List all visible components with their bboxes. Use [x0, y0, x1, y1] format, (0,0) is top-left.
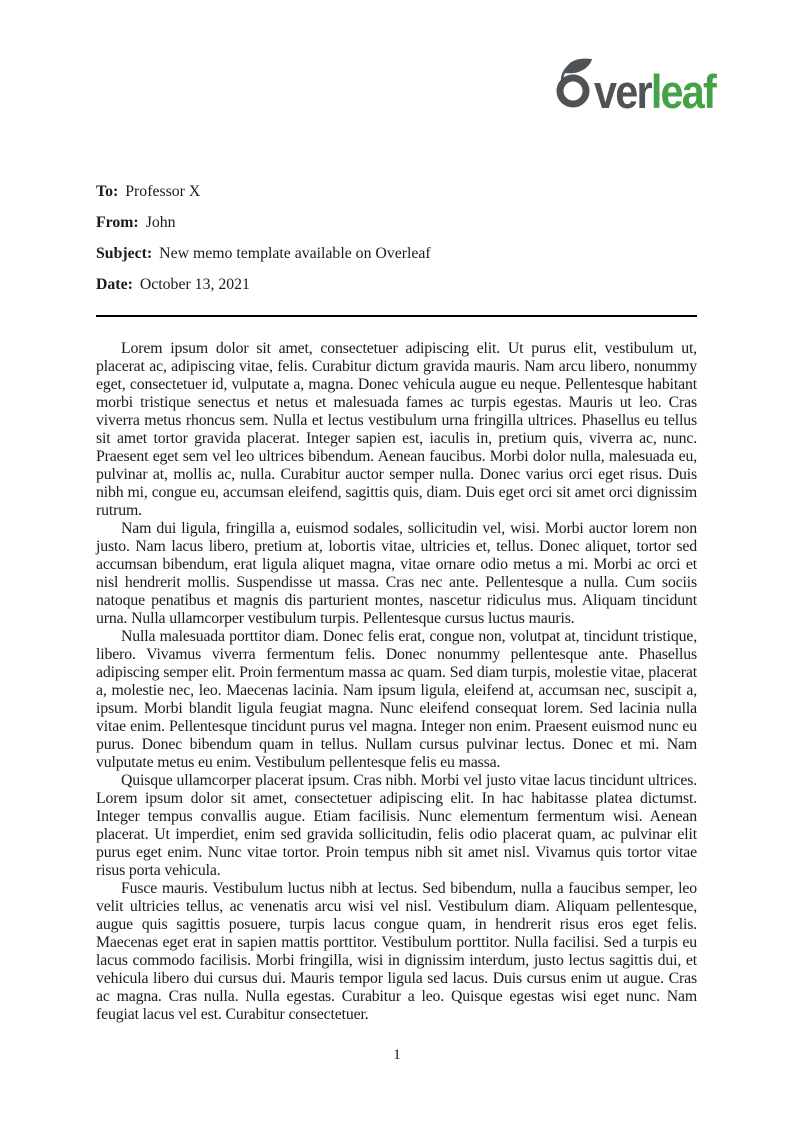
body-paragraph: Quisque ullamcorper placerat ipsum. Cras nibh. Morbi vel justo vitae lacus tincidunt ultrices. Lorem ipsum dolor sit amet, consectetuer adipiscing elit. In hac habitasse platea dictumst. Integer tempus convallis augue. Etiam facilisis. Nunc elementum fermentum wisi. Aenean placerat. Ut imperdiet, enim sed gravida sollicitudin, felis odio placerat quam, ac pulvinar elit purus eget enim. Nunc vitae tortor. Proin tempus nibh sit amet nisl. Vivamus quis tortor vitae risus porta vehicula. [96, 772, 697, 879]
page-number: 1 [393, 1047, 401, 1063]
body-paragraph: Fusce mauris. Vestibulum luctus nibh at lectus. Sed bibendum, nulla a faucibus semper, leo velit ultricies tellus, ac venenatis arcu wisi vel nisl. Vestibulum diam. Aliquam pellentesque, augue quis sagittis posuere, turpis lacus congue quam, in hendrerit risus eros eget felis. Maecenas eget erat in sapien mattis porttitor. Vestibulum porttitor. Nulla facilisi. Sed a turpis eu lacus commodo facilisis. Morbi fringilla, wisi in dignissim interdum, justo lectus sagittis dui, et vehicula libero dui cursus dui. Mauris tempor ligula sed lacus. Duis cursus enim ut augue. Cras ac magna. Cras nulla. Nulla egestas. Curabitur a leo. Quisque egestas wisi eget nunc. Nam feugiat lacus vel est. Curabitur consectetuer. [96, 880, 697, 1023]
body-paragraph: Nulla malesuada porttitor diam. Donec felis erat, congue non, volutpat at, tincidunt tristique, libero. Vivamus viverra fermentum felis. Donec nonummy pellentesque ante. Phasellus adipiscing semper elit. Proin fermentum massa ac quam. Sed diam turpis, molestie vitae, placerat a, molestie nec, leo. Maecenas lacinia. Nam ipsum ligula, eleifend at, accumsan nec, suscipit a, ipsum. Morbi blandit ligula feugiat magna. Nunc eleifend consequat lorem. Sed lacinia nulla vitae enim. Pellentesque tincidunt purus vel magna. Integer non enim. Praesent euismod nunc eu purus. Donec bibendum quam in tellus. Nullam cursus pulvinar lectus. Donec et mi. Nam vulputate metus eu enim. Vestibulum pellentesque felis eu massa. [96, 628, 697, 771]
memo-field-subject [96, 244, 697, 264]
memo-field-label: From: [96, 214, 139, 231]
body-paragraph: Lorem ipsum dolor sit amet, consectetuer adipiscing elit. Ut purus elit, vestibulum ut, placerat ac, adipiscing vitae, felis. Curabitur dictum gravida mauris. Nam arcu libero, nonummy eget, consectetuer id, vulputate a, magna. Donec vehicula augue eu neque. Pellentesque habitant morbi tristique senectus et netus et malesuada fames ac turpis egestas. Mauris ut leo. Cras viverra metus rhoncus sem. Nulla et lectus vestibulum urna fringilla ultrices. Phasellus eu tellus sit amet tortor gravida placerat. Integer sapien est, iaculis in, pretium quis, viverra ac, nunc. Praesent eget sem vel leo ultrices bibendum. Aenean faucibus. Morbi dolor nulla, malesuada eu, pulvinar at, mollis ac, nulla. Curabitur auctor semper nulla. Donec varius orci eget risus. Duis nibh mi, congue eu, accumsan eleifend, sagittis quis, diam. Duis eget orci sit amet orci dignissim rutrum. [96, 340, 697, 519]
divider-rule [96, 315, 697, 317]
logo-text-green: leaf [650, 65, 716, 118]
memo-header [96, 182, 697, 306]
overleaf-logo-text [594, 65, 716, 118]
page-footer [0, 1047, 794, 1064]
memo-field-value: October 13, 2021 [139, 276, 250, 293]
body-paragraph: Nam dui ligula, fringilla a, euismod sodales, sollicitudin vel, wisi. Morbi auctor lorem non justo. Nam lacus libero, pretium at, lobortis vitae, ultricies et, tellus. Donec aliquet, tortor sed accumsan bibendum, erat ligula aliquet magna, vitae ornare odio metus a mi. Morbi ac orci et nisl hendrerit mollis. Suspendisse ut massa. Cras nec ante. Pellentesque a nulla. Cum sociis natoque penatibus et magnis dis parturient montes, nascetur ridiculus mus. Aliquam tincidunt urna. Nulla ullamcorper vestibulum turpis. Pellentesque cursus luctus mauris. [96, 520, 697, 627]
memo-field-label: Date: [96, 276, 133, 293]
logo-text-gray: ver [594, 65, 651, 118]
memo-field-value: New memo template available on Overleaf [159, 245, 431, 262]
memo-body [96, 340, 697, 1024]
memo-field-date [96, 275, 697, 295]
memo-field-to [96, 182, 697, 202]
memo-field-value: Professor X [125, 183, 201, 200]
memo-field-value: John [145, 214, 176, 231]
memo-field-label: To: [96, 183, 119, 200]
memo-field-from [96, 213, 697, 233]
memo-field-label: Subject: [96, 245, 153, 262]
overleaf-o-leaf-icon [553, 56, 597, 110]
overleaf-logo [553, 56, 732, 118]
